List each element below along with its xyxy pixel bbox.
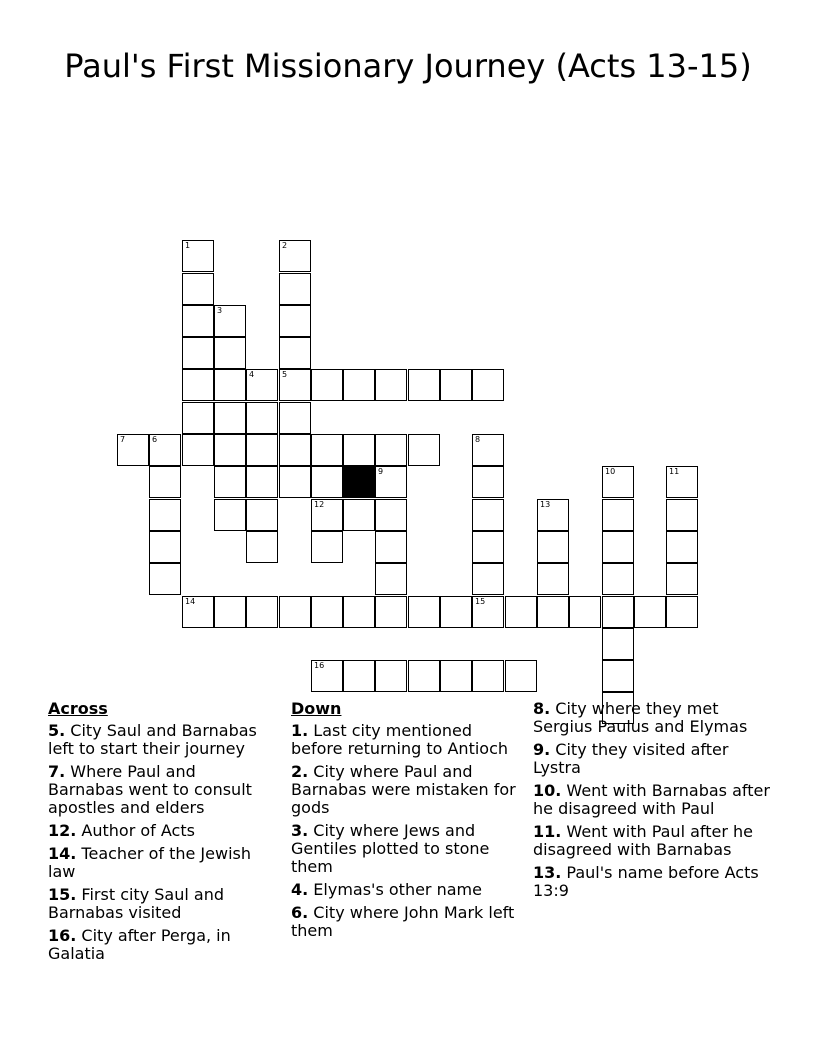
clue-number: 6 [152, 435, 158, 444]
clue-text: Went with Barnabas after he disagreed with Paul [533, 781, 770, 818]
grid-cell[interactable] [311, 466, 343, 498]
grid-cell[interactable] [279, 596, 311, 628]
grid-cell[interactable] [375, 596, 407, 628]
grid-cell[interactable] [311, 369, 343, 401]
grid-cell[interactable] [408, 660, 440, 692]
grid-cell[interactable] [408, 596, 440, 628]
clue-item [291, 881, 523, 899]
grid-cell[interactable] [472, 466, 504, 498]
grid-cell[interactable] [214, 402, 246, 434]
grid-cell[interactable] [311, 660, 343, 692]
grid-cell[interactable] [505, 596, 537, 628]
grid-cell[interactable] [117, 434, 149, 466]
grid-cell[interactable] [149, 531, 181, 563]
clue-number: 13. [533, 863, 562, 882]
clue-number: 5. [48, 721, 66, 740]
grid-cell[interactable] [214, 466, 246, 498]
clue-text: City where Jews and Gentiles plotted to stone them [291, 821, 490, 876]
clue-text: Paul's name before Acts 13:9 [533, 863, 759, 900]
grid-cell[interactable] [666, 596, 698, 628]
grid-cell[interactable] [666, 499, 698, 531]
grid-cell[interactable] [375, 531, 407, 563]
across-clues [48, 700, 270, 968]
grid-cell[interactable] [182, 273, 214, 305]
grid-cell[interactable] [214, 337, 246, 369]
grid-cell[interactable] [279, 337, 311, 369]
clue-item [533, 864, 773, 900]
clue-number: 4. [291, 880, 309, 899]
clue-number: 10 [605, 467, 616, 476]
grid-cell[interactable] [311, 434, 343, 466]
grid-cell[interactable] [472, 596, 504, 628]
grid-cell[interactable] [246, 369, 278, 401]
grid-cell[interactable] [246, 402, 278, 434]
grid-cell[interactable] [182, 240, 214, 272]
grid-cell[interactable] [440, 369, 472, 401]
clue-item [291, 722, 523, 758]
clue-number: 14 [185, 597, 196, 606]
clue-text: City after Perga, in Galatia [48, 926, 231, 963]
clue-number: 15. [48, 885, 77, 904]
clue-number: 8 [475, 435, 481, 444]
grid-cell[interactable] [375, 466, 407, 498]
clue-text: City they visited after Lystra [533, 740, 729, 777]
clue-number: 11 [669, 467, 680, 476]
grid-cell[interactable] [472, 563, 504, 595]
grid-cell[interactable] [279, 240, 311, 272]
grid-cell[interactable] [472, 434, 504, 466]
clue-number: 16. [48, 926, 77, 945]
clue-item [291, 763, 523, 817]
grid-cell[interactable] [279, 369, 311, 401]
grid-cell[interactable] [666, 563, 698, 595]
grid-cell[interactable] [666, 466, 698, 498]
clue-number: 14. [48, 844, 77, 863]
clue-text: First city Saul and Barnabas visited [48, 885, 224, 922]
clue-text: City where John Mark left them [291, 903, 515, 940]
grid-cell[interactable] [214, 305, 246, 337]
clue-text: City Saul and Barnabas left to start their journey [48, 721, 257, 758]
grid-cell[interactable] [246, 531, 278, 563]
clue-number: 1. [291, 721, 309, 740]
clue-text: Where Paul and Barnabas went to consult apostles and elders [48, 762, 252, 817]
grid-cell[interactable] [537, 531, 569, 563]
clue-number: 9 [378, 467, 384, 476]
clue-number: 12 [314, 500, 325, 509]
grid-cell[interactable] [602, 466, 634, 498]
grid-cell[interactable] [182, 337, 214, 369]
down-clues-continued [533, 700, 773, 905]
grid-cell[interactable] [472, 660, 504, 692]
grid-cell[interactable] [602, 499, 634, 531]
grid-cell[interactable] [343, 369, 375, 401]
grid-cell[interactable] [149, 563, 181, 595]
grid-cell[interactable] [149, 499, 181, 531]
grid-cell[interactable] [472, 499, 504, 531]
grid-cell[interactable] [375, 499, 407, 531]
clue-item [533, 823, 773, 859]
clue-number: 7 [120, 435, 126, 444]
grid-cell[interactable] [279, 402, 311, 434]
clue-text: City where Paul and Barnabas were mistaken for gods [291, 762, 516, 817]
grid-cell[interactable] [408, 434, 440, 466]
grid-cell[interactable] [666, 531, 698, 563]
grid-cell[interactable] [375, 369, 407, 401]
grid-cell[interactable] [602, 596, 634, 628]
clue-text: Elymas's other name [308, 880, 482, 899]
down-heading: Down [291, 699, 342, 718]
grid-cell[interactable] [182, 596, 214, 628]
clue-text: Author of Acts [76, 821, 195, 840]
grid-cell[interactable] [214, 596, 246, 628]
across-heading: Across [48, 699, 108, 718]
clue-item [291, 904, 523, 940]
clue-number: 3. [291, 821, 309, 840]
grid-cell[interactable] [375, 660, 407, 692]
grid-cell[interactable] [408, 369, 440, 401]
clue-number: 11. [533, 822, 562, 841]
grid-cell[interactable] [569, 596, 601, 628]
grid-cell[interactable] [214, 434, 246, 466]
clue-item [533, 741, 773, 777]
clue-item [533, 782, 773, 818]
grid-cell[interactable] [602, 531, 634, 563]
grid-cell[interactable] [214, 369, 246, 401]
clue-number: 6. [291, 903, 309, 922]
clue-item [48, 845, 270, 881]
grid-cell[interactable] [375, 563, 407, 595]
grid-cell[interactable] [375, 434, 407, 466]
grid-cell[interactable] [634, 596, 666, 628]
clue-number: 5 [282, 370, 288, 379]
clue-item [48, 927, 270, 963]
grid-cell[interactable] [149, 466, 181, 498]
grid-cell[interactable] [246, 499, 278, 531]
clue-item [48, 822, 270, 840]
clue-number: 10. [533, 781, 562, 800]
grid-cell[interactable] [343, 499, 375, 531]
grid-cell[interactable] [537, 499, 569, 531]
clue-item [291, 822, 523, 876]
grid-cell[interactable] [279, 273, 311, 305]
grid-cell[interactable] [440, 660, 472, 692]
grid-cell[interactable] [246, 466, 278, 498]
clue-item [48, 886, 270, 922]
grid-cell[interactable] [537, 563, 569, 595]
clue-text: Went with Paul after he disagreed with Barnabas [533, 822, 754, 859]
clue-item [48, 763, 270, 817]
grid-cell[interactable] [279, 466, 311, 498]
grid-cell[interactable] [343, 596, 375, 628]
clue-number: 15 [475, 597, 486, 606]
clue-text: City where they met Sergius Paulus and Elymas [533, 699, 748, 736]
clue-number: 4 [249, 370, 255, 379]
grid-cell[interactable] [311, 596, 343, 628]
clue-text: Teacher of the Jewish law [48, 844, 251, 881]
clue-number: 12. [48, 821, 77, 840]
grid-cell[interactable] [279, 305, 311, 337]
grid-cell[interactable] [311, 499, 343, 531]
grid-cell[interactable] [537, 596, 569, 628]
grid-cell[interactable] [602, 660, 634, 692]
grid-cell[interactable] [214, 499, 246, 531]
grid-cell[interactable] [182, 369, 214, 401]
down-clues [291, 700, 523, 945]
clue-number: 9. [533, 740, 551, 759]
grid-cell[interactable] [182, 305, 214, 337]
grid-cell[interactable] [472, 369, 504, 401]
clue-item [533, 700, 773, 736]
black-square [343, 466, 375, 498]
grid-cell[interactable] [505, 660, 537, 692]
grid-cell[interactable] [472, 531, 504, 563]
grid-cell[interactable] [343, 660, 375, 692]
clue-number: 8. [533, 699, 551, 718]
clue-number: 2. [291, 762, 309, 781]
grid-cell[interactable] [149, 434, 181, 466]
clue-item [48, 722, 270, 758]
grid-cell[interactable] [602, 563, 634, 595]
grid-cell[interactable] [343, 434, 375, 466]
grid-cell[interactable] [311, 531, 343, 563]
clue-text: Last city mentioned before returning to Antioch [291, 721, 509, 758]
clue-number: 3 [217, 306, 223, 315]
grid-cell[interactable] [602, 628, 634, 660]
clue-number: 2 [282, 241, 288, 250]
clue-number: 7. [48, 762, 66, 781]
clue-number: 16 [314, 661, 325, 670]
puzzle-title: Paul's First Missionary Journey (Acts 13-15) [64, 47, 752, 85]
clue-number: 13 [540, 500, 551, 509]
grid-cell[interactable] [279, 434, 311, 466]
grid-cell[interactable] [182, 434, 214, 466]
grid-cell[interactable] [182, 402, 214, 434]
grid-cell[interactable] [246, 596, 278, 628]
clue-number: 1 [185, 241, 191, 250]
grid-cell[interactable] [440, 596, 472, 628]
grid-cell[interactable] [246, 434, 278, 466]
